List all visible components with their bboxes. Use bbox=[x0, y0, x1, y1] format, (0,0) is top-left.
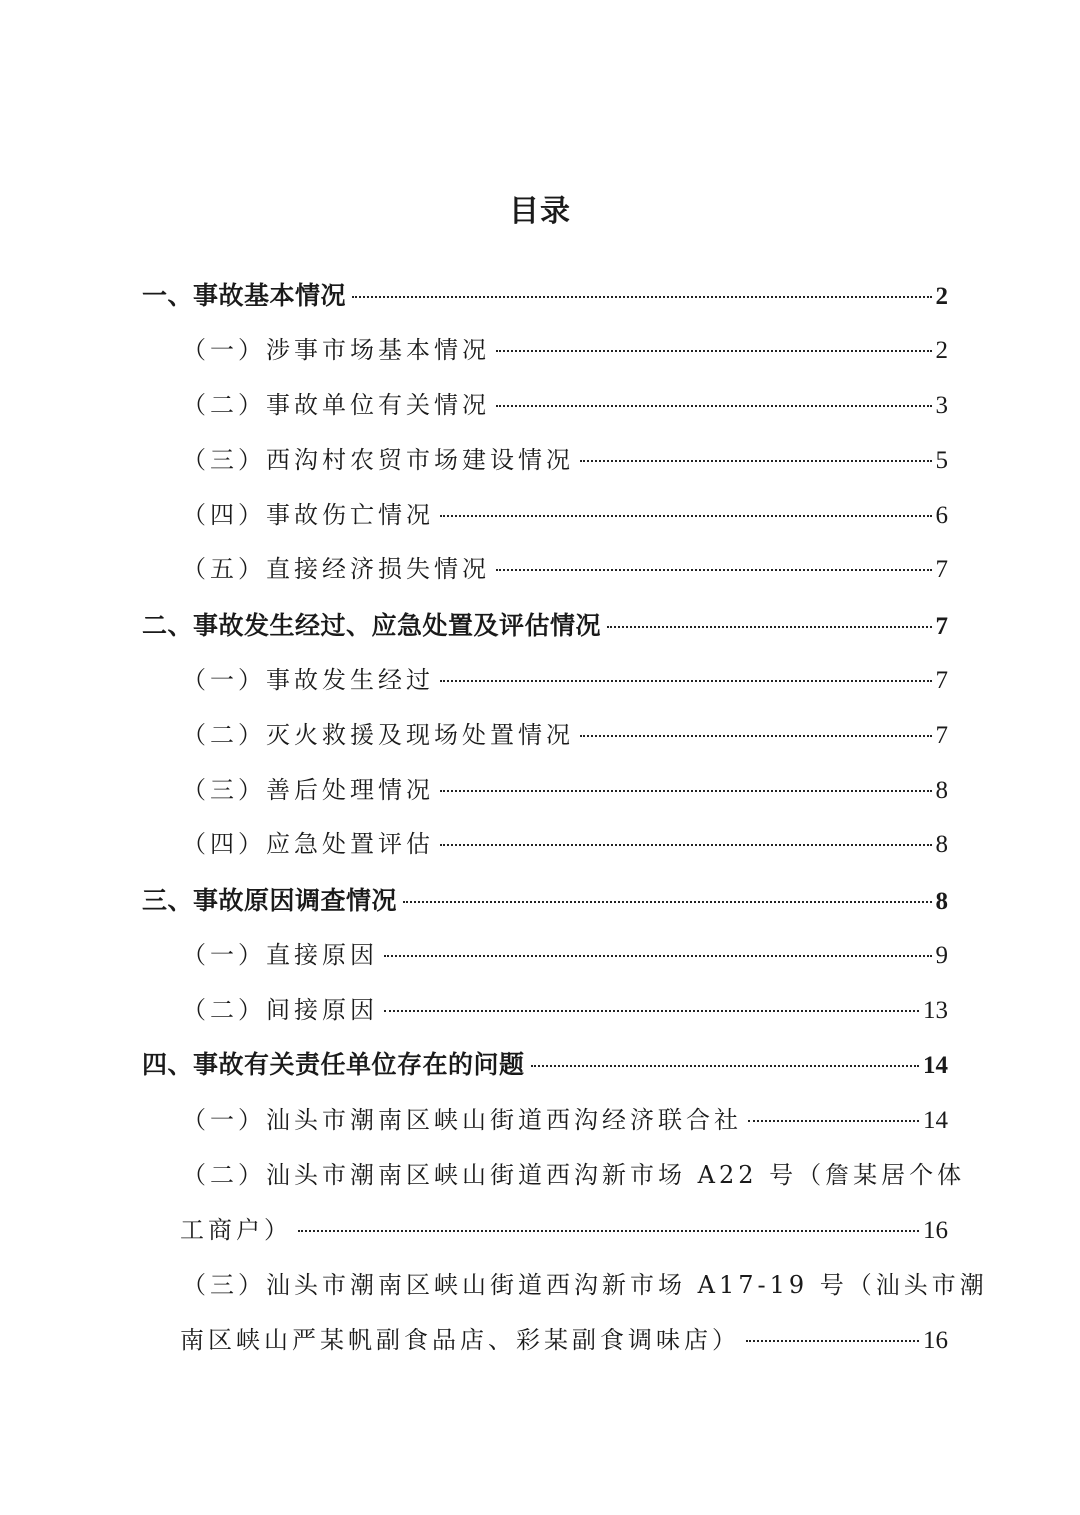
toc-entry[interactable] bbox=[142, 276, 948, 316]
toc-entry-first-line[interactable] bbox=[182, 1155, 966, 1195]
toc-entry-page: 5 bbox=[935, 447, 948, 474]
toc-entry-label: 南区峡山严某帆副食品店、彩某副食调味店） bbox=[180, 1326, 740, 1354]
toc-entry-continuation[interactable] bbox=[180, 1320, 948, 1360]
dot-leader bbox=[531, 1065, 919, 1067]
dot-leader bbox=[384, 1010, 919, 1012]
toc-entry-label: （一）汕头市潮南区峡山街道西沟经济联合社 bbox=[182, 1106, 742, 1134]
toc-entry[interactable] bbox=[182, 1100, 948, 1140]
toc-entry-page: 16 bbox=[923, 1327, 948, 1354]
toc-entry[interactable] bbox=[182, 715, 948, 755]
dot-leader bbox=[496, 350, 932, 352]
toc-entry-label: （一）直接原因 bbox=[182, 941, 378, 969]
page-title: 目录 bbox=[509, 194, 571, 229]
toc-entry-label: （二）灭火救援及现场处置情况 bbox=[182, 721, 574, 749]
toc-entry-label: （一）涉事市场基本情况 bbox=[182, 336, 490, 364]
dot-leader bbox=[440, 844, 932, 846]
dot-leader bbox=[746, 1340, 919, 1342]
toc-entry-continuation[interactable] bbox=[180, 1210, 948, 1250]
toc-entry-page: 3 bbox=[935, 392, 948, 419]
dot-leader bbox=[384, 955, 932, 957]
toc-entry[interactable] bbox=[182, 990, 948, 1030]
dot-leader bbox=[440, 790, 932, 792]
toc-entry-label: （四）应急处置评估 bbox=[182, 830, 434, 858]
toc-entry[interactable] bbox=[182, 385, 948, 425]
toc-entry-label: 四、事故有关责任单位存在的问题 bbox=[142, 1050, 525, 1079]
dot-leader bbox=[496, 405, 932, 407]
toc-entry-label: 二、事故发生经过、应急处置及评估情况 bbox=[142, 611, 602, 640]
toc-entry[interactable] bbox=[142, 881, 948, 921]
toc-entry-page: 7 bbox=[935, 667, 948, 694]
toc-entry-label: （五）直接经济损失情况 bbox=[182, 555, 490, 583]
dot-leader bbox=[607, 626, 931, 628]
toc-entry[interactable] bbox=[182, 440, 948, 480]
toc-entry[interactable] bbox=[182, 935, 948, 975]
dot-leader bbox=[403, 901, 931, 903]
toc-entry-label: （三）汕头市潮南区峡山街道西沟新市场 A17-19 号（汕头市潮 bbox=[182, 1271, 988, 1299]
toc-entry[interactable] bbox=[182, 495, 948, 535]
toc-entry-page: 2 bbox=[935, 283, 948, 310]
toc-entry[interactable] bbox=[182, 660, 948, 700]
toc-entry-page: 13 bbox=[923, 997, 948, 1024]
toc-entry[interactable] bbox=[182, 549, 948, 589]
toc-entry-label: 一、事故基本情况 bbox=[142, 281, 347, 310]
toc-entry-label: （二）汕头市潮南区峡山街道西沟新市场 A22 号（詹某居个体 bbox=[182, 1161, 966, 1189]
toc-entry[interactable] bbox=[182, 330, 948, 370]
dot-leader bbox=[580, 460, 932, 462]
dot-leader bbox=[440, 680, 932, 682]
dot-leader bbox=[352, 296, 931, 298]
toc-entry-page: 2 bbox=[935, 337, 948, 364]
toc-entry-page: 6 bbox=[935, 502, 948, 529]
toc-entry-label: （二）间接原因 bbox=[182, 996, 378, 1024]
dot-leader bbox=[440, 515, 932, 517]
toc-entry[interactable] bbox=[142, 1045, 948, 1085]
dot-leader bbox=[298, 1230, 919, 1232]
toc-entry-label: （一）事故发生经过 bbox=[182, 666, 434, 694]
toc-entry-page: 7 bbox=[935, 556, 948, 583]
toc-entry-page: 7 bbox=[935, 722, 948, 749]
dot-leader bbox=[496, 569, 932, 571]
toc-entry-first-line[interactable] bbox=[182, 1265, 988, 1305]
toc-entry-page: 7 bbox=[935, 613, 948, 640]
toc-entry-page: 8 bbox=[935, 831, 948, 858]
toc-entry-page: 8 bbox=[935, 777, 948, 804]
toc-entry-label: （三）善后处理情况 bbox=[182, 776, 434, 804]
toc-entry-page: 16 bbox=[923, 1217, 948, 1244]
toc-entry[interactable] bbox=[182, 824, 948, 864]
toc-entry[interactable] bbox=[182, 770, 948, 810]
toc-entry-page: 8 bbox=[935, 888, 948, 915]
toc-entry-page: 14 bbox=[923, 1052, 948, 1079]
toc-entry-label: （四）事故伤亡情况 bbox=[182, 501, 434, 529]
dot-leader bbox=[748, 1120, 919, 1122]
dot-leader bbox=[580, 735, 932, 737]
toc-entry-label: 工商户） bbox=[180, 1216, 292, 1244]
toc-entry-label: （三）西沟村农贸市场建设情况 bbox=[182, 446, 574, 474]
toc-entry[interactable] bbox=[142, 606, 948, 646]
toc-entry-label: （二）事故单位有关情况 bbox=[182, 391, 490, 419]
toc-entry-page: 14 bbox=[923, 1107, 948, 1134]
toc-entry-label: 三、事故原因调查情况 bbox=[142, 886, 398, 915]
toc-entry-page: 9 bbox=[935, 942, 948, 969]
